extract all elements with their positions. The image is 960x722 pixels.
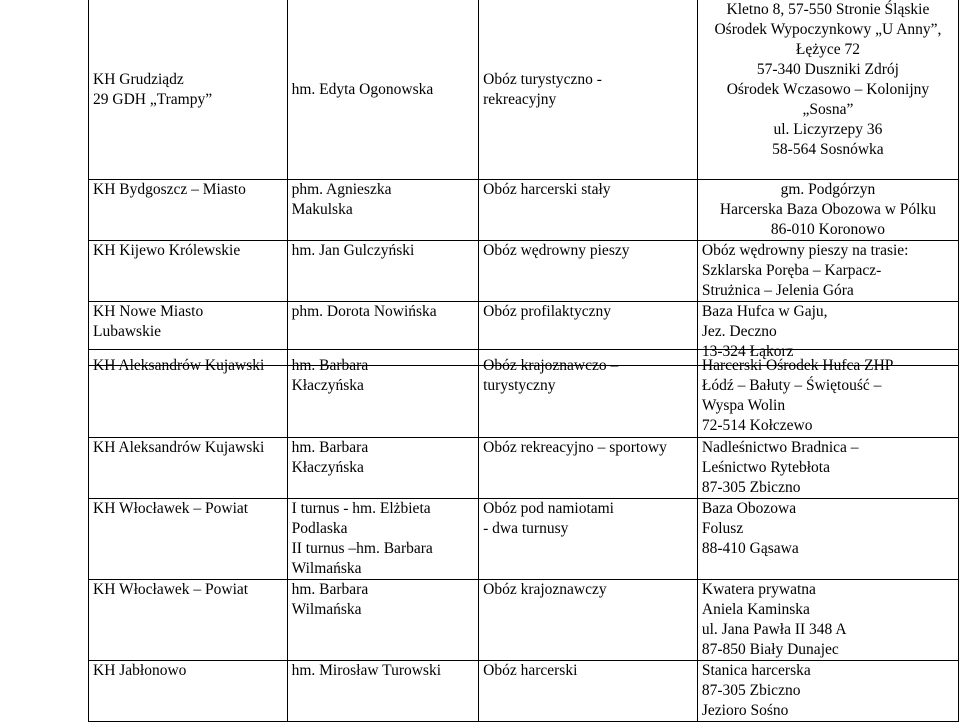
location-cell: Harcerski Ośrodek Hufca ZHP Łódź – Bałuty – Świętouść – Wyspa Wolin 72-514 Kołczewo	[697, 350, 958, 438]
leader-cell: hm. Barbara Wilmańska	[287, 580, 479, 661]
leader-cell: hm. Edyta Ogonowska	[287, 0, 479, 180]
location-cell: Kletno 8, 57-550 Stronie Śląskie Ośrodek Wypoczynkowy „U Anny”, Łężyce 72 57-340 Duszniki Zdrój Ośrodek Wczasowo – Kolonijny „Sosna” ul. Liczyrzepy 36 58-564 Sosnówka	[697, 0, 958, 180]
unit-cell: KH Grudziądz 29 GDH „Trampy”	[89, 0, 288, 180]
leader-cell: phm. Agnieszka Makulska	[287, 180, 479, 241]
table-row	[89, 180, 959, 241]
leader-cell: phm. Dorota Nowińska	[287, 302, 479, 366]
camp-type-cell: Obóz wędrowny pieszy	[479, 241, 698, 302]
location-cell: Stanica harcerska 87-305 Zbiczno Jezioro Sośno	[697, 661, 958, 722]
camp-type-cell: Obóz turystyczno - rekreacyjny	[479, 0, 698, 180]
camp-type-cell: Obóz profilaktyczny	[479, 302, 698, 366]
leader-cell: hm. Mirosław Turowski	[287, 661, 479, 722]
unit-cell: KH Włocławek – Powiat	[89, 499, 288, 580]
camp-type-cell: Obóz krajoznawczy	[479, 580, 698, 661]
unit-cell: KH Bydgoszcz – Miasto	[89, 180, 288, 241]
leader-cell: hm. Barbara Kłaczyńska	[287, 350, 479, 438]
table-row	[89, 661, 959, 722]
leader-cell: I turnus - hm. Elżbieta Podlaska II turnus –hm. Barbara Wilmańska	[287, 499, 479, 580]
leader-cell: hm. Jan Gulczyński	[287, 241, 479, 302]
table-row	[89, 580, 959, 661]
table-row	[89, 0, 959, 180]
unit-cell: KH Kijewo Królewskie	[89, 241, 288, 302]
leader-cell: hm. Barbara Kłaczyńska	[287, 438, 479, 499]
location-cell: Obóz wędrowny pieszy na trasie: Szklarska Poręba – Karpacz- Strużnica – Jelenia Góra	[697, 241, 958, 302]
table-row	[89, 350, 959, 438]
camp-type-cell: Obóz krajoznawczo – turystyczny	[479, 350, 698, 438]
camp-type-cell: Obóz pod namiotami - dwa turnusy	[479, 499, 698, 580]
unit-cell: KH Jabłonowo	[89, 661, 288, 722]
location-cell: Nadleśnictwo Bradnica – Leśnictwo Rytebłota 87-305 Zbiczno	[697, 438, 958, 499]
camp-type-cell: Obóz harcerski	[479, 661, 698, 722]
camp-type-cell: Obóz harcerski stały	[479, 180, 698, 241]
unit-cell: KH Aleksandrów Kujawski	[89, 350, 288, 438]
location-cell: Kwatera prywatna Aniela Kaminska ul. Jana Pawła II 348 A 87-850 Biały Dunajec	[697, 580, 958, 661]
unit-cell: KH Aleksandrów Kujawski	[89, 438, 288, 499]
unit-cell: KH Włocławek – Powiat	[89, 580, 288, 661]
unit-cell: KH Nowe Miasto Lubawskie	[89, 302, 288, 366]
location-cell: Baza Obozowa Folusz 88-410 Gąsawa	[697, 499, 958, 580]
table-row	[89, 241, 959, 302]
location-cell: Baza Hufca w Gaju, Jez. Deczno 13-324 Łąkorz	[697, 302, 958, 366]
table-row	[89, 499, 959, 580]
camps-table-bottom	[88, 349, 959, 722]
camps-table-top	[88, 0, 959, 366]
camp-type-cell: Obóz rekreacyjno – sportowy	[479, 438, 698, 499]
table-row	[89, 438, 959, 499]
location-cell: gm. Podgórzyn Harcerska Baza Obozowa w Pólku 86-010 Koronowo	[697, 180, 958, 241]
